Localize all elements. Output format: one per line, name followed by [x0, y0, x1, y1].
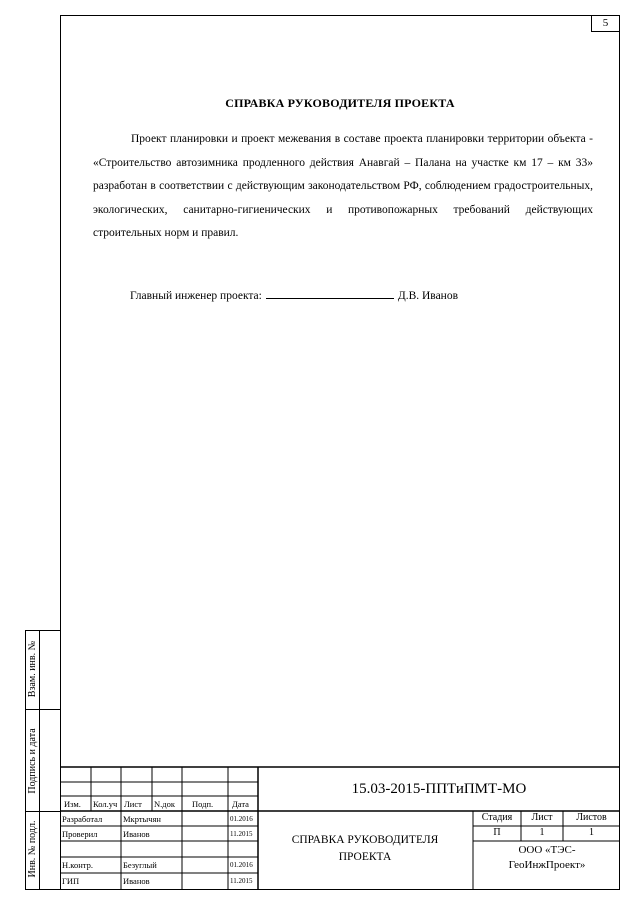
row-role: Проверил [62, 829, 98, 839]
sheets-label: Листов [576, 812, 607, 823]
signature-label: Главный инженер проекта: [130, 290, 262, 302]
stage-value: П [493, 827, 501, 838]
doc-name: СПРАВКА РУКОВОДИТЕЛЯ ПРОЕКТА [291, 834, 439, 863]
hdr-koluch: Кол.уч [93, 799, 118, 809]
document-title: СПРАВКА РУКОВОДИТЕЛЯ ПРОЕКТА [225, 96, 455, 110]
side-podpis: Подпись и дата [27, 728, 38, 794]
row-name: Иванов [123, 876, 150, 886]
document-code: 15.03-2015-ППТиПМТ-МО [351, 781, 527, 797]
hdr-podp: Подп. [192, 799, 214, 809]
row-name: Мкртычян [123, 814, 161, 824]
signature-name: Д.В. Иванов [397, 290, 459, 302]
company-name: ООО «ТЭС-ГеоИнжПроект» [508, 844, 586, 871]
row-role: Н.контр. [62, 860, 93, 870]
hdr-izm: Изм. [64, 799, 81, 809]
side-vzam: Взам. инв. № [27, 640, 38, 698]
hdr-data: Дата [232, 799, 249, 809]
row-name: Безуглый [123, 860, 157, 870]
document-body: Проект планировки и проект межевания в составе проекта планировки территории объекта - «Строительство автозимника продленного действия Анавгай – Палана на участке км 17 – км 33» разработан в соответствии с действующим законодательством РФ, соблюдением градостроительных, экологических, санитарно-гигиенических и противопожарных требований действующих строительных норм и правил. [93, 133, 593, 239]
sheets-value: 1 [589, 827, 594, 838]
row-date: 01.2016 [230, 861, 253, 869]
page-number: 5 [591, 15, 620, 32]
row-name: Иванов [123, 829, 150, 839]
side-inv: Инв. № подл. [27, 820, 38, 878]
row-date: 01.2016 [230, 815, 253, 823]
row-date: 11.2015 [230, 830, 253, 838]
hdr-list: Лист [124, 799, 142, 809]
sheet-value: 1 [539, 827, 545, 838]
hdr-ndok: N.док [154, 799, 175, 809]
row-date: 11.2015 [230, 877, 253, 885]
stage-label: Стадия [481, 812, 513, 823]
row-role: Разработал [62, 814, 103, 824]
sheet-label: Лист [531, 812, 553, 823]
row-role: ГИП [62, 876, 80, 886]
